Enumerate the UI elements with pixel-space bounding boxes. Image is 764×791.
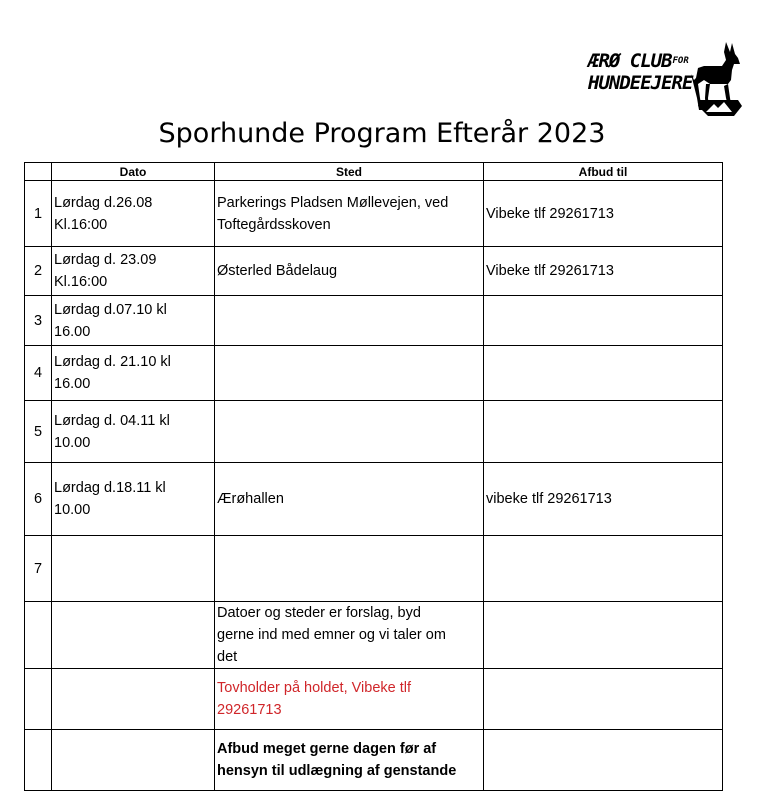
- note-row: [25, 730, 723, 791]
- club-logo: [588, 40, 758, 120]
- table-row: [25, 296, 723, 346]
- note-afbud: Afbud meget gerne dagen før af hensyn til udlægning af genstande: [215, 730, 484, 791]
- row-sted: Ærøhallen: [215, 463, 484, 536]
- table-row: [25, 536, 723, 602]
- program-table: [24, 162, 723, 791]
- row-sted: [215, 296, 484, 346]
- row-afbud: [484, 536, 723, 602]
- table-row: [25, 463, 723, 536]
- dog-silhouette-icon: [688, 40, 750, 118]
- note-tovholder: Tovholder på holdet, Vibeke tlf 29261713: [215, 669, 484, 730]
- row-sted: Østerled Bådelaug: [215, 247, 484, 296]
- logo-line-2: HUNDEEJERE: [588, 72, 693, 94]
- row-dato: Lørdag d. 21.10 kl 16.00: [52, 346, 215, 401]
- row-number: 5: [25, 401, 52, 463]
- row-number: 2: [25, 247, 52, 296]
- row-afbud: [484, 401, 723, 463]
- row-dato: Lørdag d.07.10 kl 16.00: [52, 296, 215, 346]
- row-dato: Lørdag d.26.08 Kl.16:00: [52, 181, 215, 247]
- row-number: 4: [25, 346, 52, 401]
- note-forslag: Datoer og steder er forslag, byd gerne ind med emner og vi taler om det: [215, 602, 484, 669]
- row-dato: Lørdag d.18.11 kl 10.00: [52, 463, 215, 536]
- table-row: [25, 181, 723, 247]
- header-number: [25, 163, 52, 181]
- note-row: [25, 602, 723, 669]
- row-dato: [52, 536, 215, 602]
- row-afbud: Vibeke tlf 29261713: [484, 247, 723, 296]
- page-title: Sporhunde Program Efterår 2023: [158, 118, 606, 149]
- row-dato: Lørdag d. 23.09 Kl.16:00: [52, 247, 215, 296]
- table-header-row: [25, 163, 723, 181]
- logo-text: [588, 50, 692, 94]
- row-number: 3: [25, 296, 52, 346]
- logo-for: FOR: [672, 56, 689, 66]
- row-sted: [215, 346, 484, 401]
- note-row: [25, 669, 723, 730]
- row-sted: Parkerings Pladsen Møllevejen, ved Toftegårdsskoven: [215, 181, 484, 247]
- logo-line-1: ÆRØ CLUB: [588, 50, 672, 72]
- row-afbud: [484, 296, 723, 346]
- table-row: [25, 401, 723, 463]
- row-number: 7: [25, 536, 52, 602]
- table-row: [25, 346, 723, 401]
- row-afbud: vibeke tlf 29261713: [484, 463, 723, 536]
- header-dato: Dato: [52, 163, 215, 181]
- row-number: 6: [25, 463, 52, 536]
- row-dato: Lørdag d. 04.11 kl 10.00: [52, 401, 215, 463]
- row-afbud: Vibeke tlf 29261713: [484, 181, 723, 247]
- row-sted: [215, 401, 484, 463]
- row-number: 1: [25, 181, 52, 247]
- table-row: [25, 247, 723, 296]
- header-sted: Sted: [215, 163, 484, 181]
- header-afbud: Afbud til: [484, 163, 723, 181]
- row-afbud: [484, 346, 723, 401]
- row-sted: [215, 536, 484, 602]
